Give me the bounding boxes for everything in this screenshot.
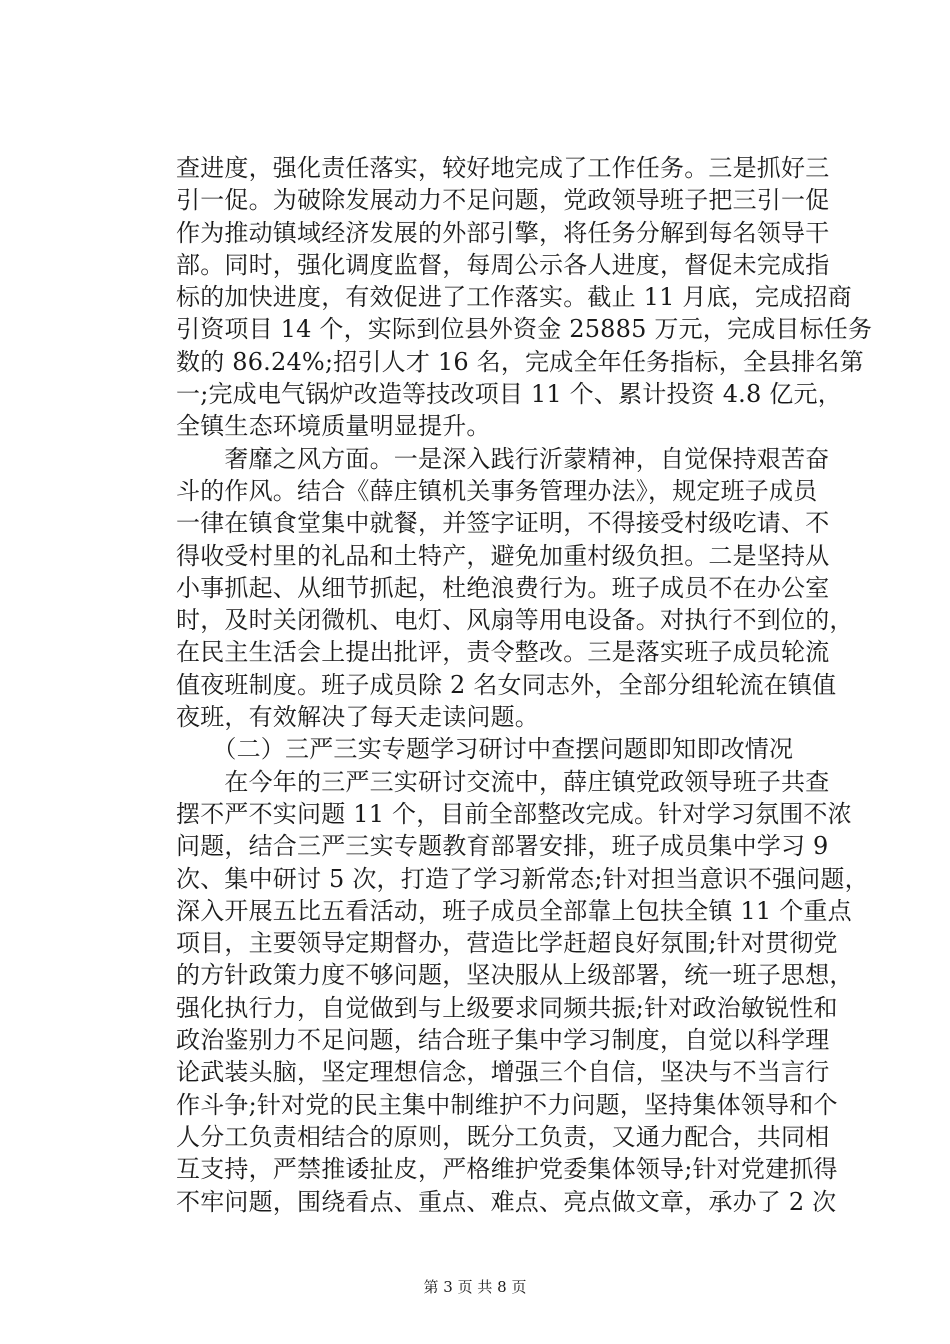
text-line: 斗的作风。结合《薛庄镇机关事务管理办法》，规定班子成员 bbox=[176, 476, 818, 505]
text-line: 引资项目 14 个，实际到位县外资金 25885 万元，完成目标任务 bbox=[176, 315, 873, 344]
text-line: 引一促。为破除发展动力不足问题，党政领导班子把三引一促 bbox=[176, 186, 830, 215]
text-line: 奢靡之风方面。一是深入践行沂蒙精神，自觉保持艰苦奋 bbox=[176, 444, 830, 473]
text-line: 小事抓起、从细节抓起，杜绝浪费行为。班子成员不在办公室 bbox=[176, 573, 830, 602]
text-line: 值夜班制度。班子成员除 2 名女同志外，全部分组轮流在镇值 bbox=[176, 670, 837, 699]
text-line: 时，及时关闭微机、电灯、风扇等用电设备。对执行不到位的， bbox=[176, 606, 854, 635]
text-line: 次、集中研讨 5 次，打造了学习新常态;针对担当意识不强问题， bbox=[176, 864, 869, 893]
text-line: 一律在镇食堂集中就餐，并签字证明，不得接受村级吃请、不 bbox=[176, 509, 830, 538]
page-footer: 第 3 页 共 8 页 bbox=[423, 1278, 527, 1296]
text-line: 政治鉴别力不足问题，结合班子集中学习制度，自觉以科学理 bbox=[176, 1026, 830, 1055]
text-line: 标的加快进度，有效促进了工作落实。截止 11 月底，完成招商 bbox=[176, 283, 852, 312]
text-line: 部。同时，强化调度监督，每周公示各人进度，督促未完成指 bbox=[176, 250, 830, 279]
text-line: 互支持，严禁推诿扯皮，严格维护党委集体领导;针对党建抓得 bbox=[176, 1155, 838, 1184]
document-body bbox=[176, 152, 873, 1218]
text-line: 得收受村里的礼品和土特产，避免加重村级负担。二是坚持从 bbox=[176, 541, 830, 570]
text-line: 的方针政策力度不够问题，坚决服从上级部署，统一班子思想， bbox=[176, 961, 854, 990]
text-line: 深入开展五比五看活动，班子成员全部靠上包扶全镇 11 个重点 bbox=[176, 896, 852, 925]
text-line: 人分工负责相结合的原则，既分工负责，又通力配合，共同相 bbox=[176, 1122, 830, 1151]
text-line: 夜班，有效解决了每天走读问题。 bbox=[176, 703, 539, 732]
text-line: 数的 86.24%;招引人才 16 名，完成全年任务指标，全县排名第 bbox=[176, 347, 864, 376]
text-line: 查进度，强化责任落实，较好地完成了工作任务。三是抓好三 bbox=[176, 154, 830, 182]
text-line: 一;完成电气锅炉改造等技改项目 11 个、累计投资 4.8 亿元， bbox=[176, 380, 842, 409]
text-line: 全镇生态环境质量明显提升。 bbox=[176, 412, 491, 441]
text-line: 论武装头脑，坚定理想信念，增强三个自信，坚决与不当言行 bbox=[176, 1058, 830, 1087]
text-line: 不牢问题，围绕看点、重点、难点、亮点做文章，承办了 2 次 bbox=[176, 1187, 837, 1216]
text-line: 摆不严不实问题 11 个，目前全部整改完成。针对学习氛围不浓 bbox=[176, 799, 852, 828]
text-line: 作为推动镇域经济发展的外部引擎，将任务分解到每名领导干 bbox=[176, 218, 830, 247]
text-line: 作斗争;针对党的民主集中制维护不力问题，坚持集体领导和个 bbox=[176, 1090, 838, 1119]
text-line: 在民主生活会上提出批评，责令整改。三是落实班子成员轮流 bbox=[176, 638, 830, 667]
text-line: 问题，结合三严三实专题教育部署安排，班子成员集中学习 9 bbox=[176, 832, 829, 861]
text-line: （二）三严三实专题学习研讨中查摆问题即知即改情况 bbox=[176, 735, 794, 764]
text-line: 强化执行力，自觉做到与上级要求同频共振;针对政治敏锐性和 bbox=[176, 993, 838, 1022]
text-line: 在今年的三严三实研讨交流中，薛庄镇党政领导班子共查 bbox=[176, 767, 830, 796]
text-line: 项目，主要领导定期督办，营造比学赶超良好氛围;针对贯彻党 bbox=[176, 929, 838, 958]
